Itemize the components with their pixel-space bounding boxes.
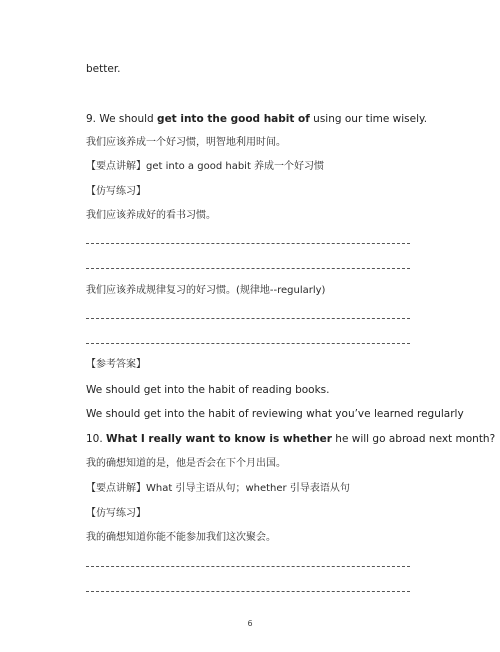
reference-answer-2: We should get into the habit of reviewing what you’ve learned regularly — [86, 408, 464, 420]
key-point-9: 【要点讲解】get into a good habit 养成一个好习惯 — [86, 161, 325, 172]
sentence-9-suffix: using our time wisely. — [309, 113, 428, 125]
translation-10: 我的确想知道的是，他是否会在下个月出国。 — [86, 458, 286, 469]
sentence-10-key-phrase: What I really want to know is whether — [106, 433, 332, 445]
translation-9: 我们应该养成一个好习惯，明智地利用时间。 — [86, 137, 286, 148]
answer-blank-line — [86, 343, 410, 344]
page-number: 6 — [247, 619, 253, 628]
practice-heading-9: 【仿写练习】 — [86, 186, 146, 197]
reference-answer-1: We should get into the habit of reading books. — [86, 384, 330, 396]
key-point-10: 【要点讲解】What 引导主语从句；whether 引导表语从句 — [86, 483, 350, 494]
answer-blank-line — [86, 591, 410, 592]
practice-prompt-9a: 我们应该养成好的看书习惯。 — [86, 210, 216, 221]
answer-blank-line — [86, 243, 410, 244]
practice-prompt-10: 我的确想知道你能不能参加我们这次聚会。 — [86, 532, 276, 543]
sentence-9-key-phrase: get into the good habit of — [157, 113, 310, 125]
sentence-9-prefix: 9. We should — [86, 113, 158, 125]
answer-blank-line — [86, 566, 410, 567]
answer-blank-line — [86, 318, 410, 319]
practice-heading-10: 【仿写练习】 — [86, 508, 146, 519]
reference-answer-heading: 【参考答案】 — [86, 359, 146, 370]
sentence-10-suffix: he will go abroad next month? — [331, 433, 496, 445]
example-sentence-10 — [86, 434, 495, 445]
answer-blank-line — [86, 268, 410, 269]
example-sentence-9 — [86, 114, 427, 125]
practice-prompt-9b: 我们应该养成规律复习的好习惯。(规律地--regularly) — [86, 285, 326, 296]
sentence-10-prefix: 10. — [86, 433, 107, 445]
text-line-better: better. — [86, 63, 121, 75]
